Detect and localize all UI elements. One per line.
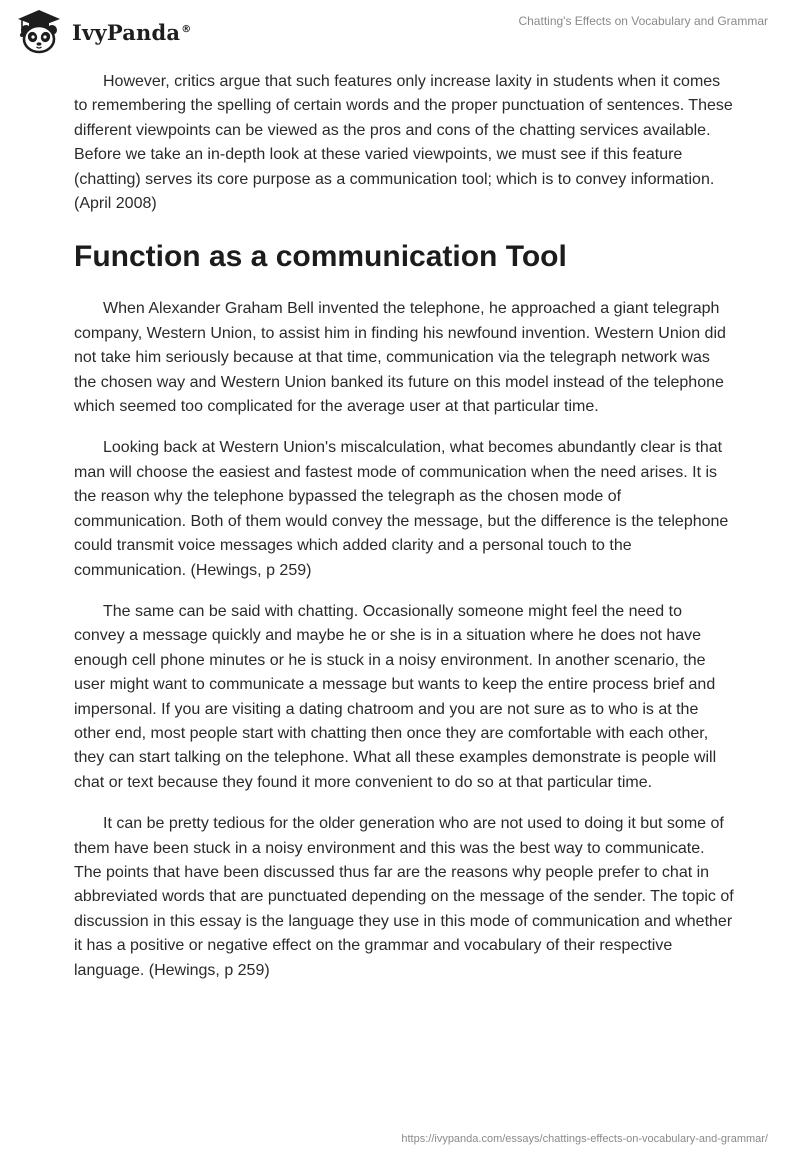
panda-graduate-icon [14,8,64,54]
page-header [0,0,800,60]
section-heading: Function as a communication Tool [74,240,567,274]
brand-name: IvyPanda® [72,19,192,45]
essay-paragraph-3: Looking back at Western Union's miscalculation, what becomes abundantly clear is that man will choose the easiest and fastest mode of communication when the need arises. It is the reason why the telephone bypassed the telegraph as the chosen mode of communication. Both of them would convey the message, but the difference is the telephone could transmit voice messages which added clarity and a personal touch to the communication. (Hewings, p 259) [74,439,729,579]
source-url-link[interactable]: https://ivypanda.com/essays/chattings-effects-on-vocabulary-and-grammar/ [401,1133,768,1145]
essay-paragraph-4: The same can be said with chatting. Occasionally someone might feel the need to convey a message quickly and maybe he or she is in a situation where he does not have enough cell phone minutes or he is stuck in a noisy environment. In another scenario, the user might want to communicate a message but wants to keep the entire process brief and impersonal. If you are visiting a dating chatroom and you are not sure as to who is at the other end, most people start with chatting then once they are comfortable with each other, they can start talking on the telephone. What all these examples demonstrate is people will chat or text because they found it more convenient to do so at that particular time. [74,602,717,791]
document-title: Chatting's Effects on Vocabulary and Grammar [518,14,768,28]
ivypanda-logo[interactable] [14,8,191,54]
essay-content [74,70,734,1000]
registered-mark: ® [181,23,192,35]
essay-paragraph-5: It can be pretty tedious for the older generation who are not used to doing it but some of them have been stuck in a noisy environment and this was the best way to communicate. The points that have been discussed thus far are the reasons why people prefer to chat in abbreviated words that are punctuated depending on the message of the sender. The topic of discussion in this essay is the language they use in this mode of communication and whether it has a positive or negative effect on the grammar and vocabulary of their respective language. (Hewings, p 259) [74,815,734,979]
essay-paragraph-1: However, critics argue that such features only increase laxity in students when it comes to remembering the spelling of certain words and the proper punctuation of sentences. These different viewpoints can be viewed as the pros and cons of the chatting services available. Before we take an in-depth look at these varied viewpoints, we must see if this feature (chatting) serves its core purpose as a communication tool; which is to convey information. (April 2008) [74,73,733,213]
essay-paragraph-2: When Alexander Graham Bell invented the telephone, he approached a giant telegraph company, Western Union, to assist him in finding his newfound invention. Western Union did not take him seriously because at that time, communication via the telegraph network was the chosen way and Western Union banked its future on this model instead of the telephone which seemed too complicated for the average user at that particular time. [74,300,726,416]
